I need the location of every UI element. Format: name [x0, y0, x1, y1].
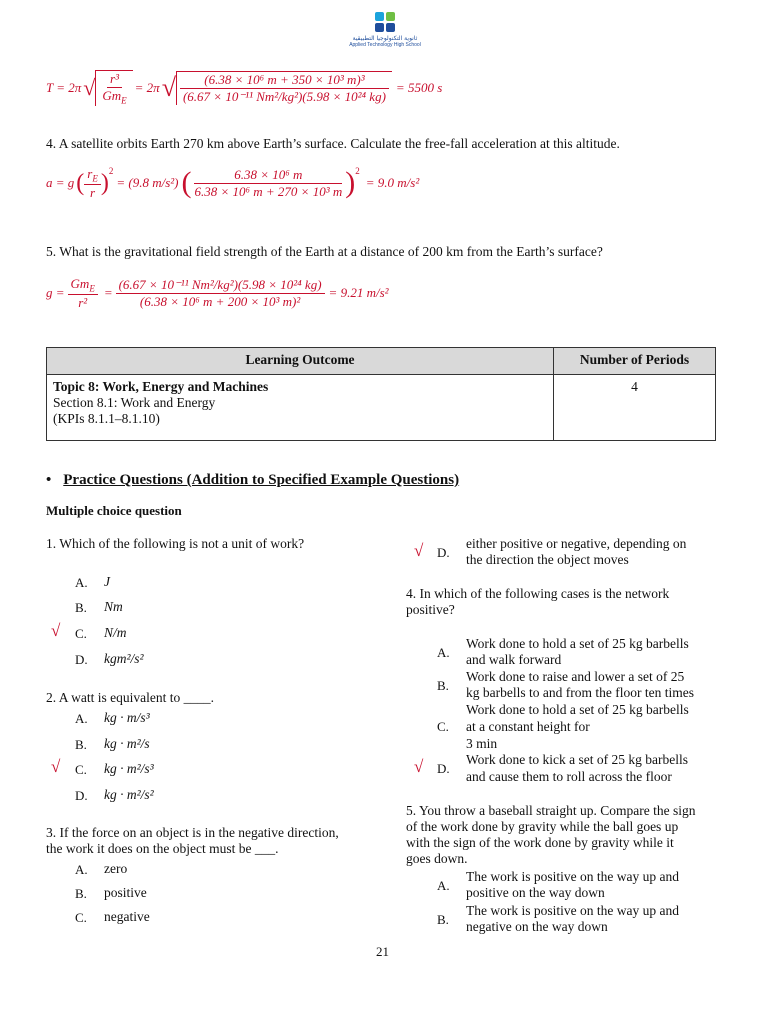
eq1-rad-num: r³: [107, 71, 122, 88]
question-5-top: 5. What is the gravitational field strength of the Earth at a distance of 200 km from the Earth’s surface?: [46, 244, 603, 259]
mcq-1-option-d-letter: D.: [75, 652, 88, 667]
mcq-1-answer-check: √: [51, 621, 61, 640]
mcq-4-option-d-line1: Work done to kick a set of 25 kg barbells: [466, 752, 688, 767]
mcq-4-option-a-line1: Work done to hold a set of 25 kg barbells: [466, 636, 689, 651]
mcq-2-option-c-letter: C.: [75, 762, 87, 777]
mcq-3-option-d-letter: D.: [437, 545, 450, 560]
eq2-num: 6.38 × 10⁶ m: [194, 167, 342, 184]
bullet: •: [46, 472, 52, 488]
mcq-5-question-line1: 5. You throw a baseball straight up. Compare the sign: [406, 803, 696, 818]
mcq-2-option-d: kg · m²/s²: [104, 787, 154, 802]
mcq-1-option-a: J: [104, 574, 110, 589]
logo-square-t: [386, 12, 395, 21]
eq2-ratio-num: $r_E$: [84, 166, 101, 185]
eq3-lhs: g =: [46, 285, 65, 301]
mcq-4-question-line1: 4. In which of the following cases is the network: [406, 586, 670, 601]
mcq-3-option-a: zero: [104, 861, 128, 876]
mcq-4-option-b-line2: kg barbells to and from the floor ten times: [466, 685, 694, 700]
mcq-2-option-b-letter: B.: [75, 737, 87, 752]
mcq-2-question: 2. A watt is equivalent to ____.: [46, 690, 214, 705]
mcq-5-question-line2: of the work done by gravity while the ball goes up: [406, 819, 679, 834]
mcq-1-option-c-letter: C.: [75, 626, 87, 641]
equation-field-strength: [46, 276, 389, 311]
mcq-2-answer-check: √: [51, 757, 61, 776]
mcq-2-option-b: kg · m²/s: [104, 736, 150, 751]
eq3-den: (6.38 × 10⁶ m + 200 × 10³ m)²: [139, 293, 301, 309]
mcq-4-option-c-line1: Work done to hold a set of 25 kg barbells: [466, 702, 689, 717]
eq1-lhs: T = 2π: [46, 79, 82, 95]
school-logo: [340, 12, 430, 48]
mcq-1-option-a-letter: A.: [75, 575, 88, 590]
eq2-den: 6.38 × 10⁶ m + 270 × 10³ m: [194, 183, 343, 199]
logo-square-a: [375, 12, 384, 21]
logo-arabic-name: ثانوية التكنولوجيا التطبيقية: [352, 35, 418, 42]
mcq-1-option-b: Nm: [104, 599, 123, 614]
eq2-mid: = (9.8 m/s²): [116, 175, 179, 191]
mcq-3-option-d-line2: the direction the object moves: [466, 552, 629, 567]
question-4-top: 4. A satellite orbits Earth 270 km above Earth’s surface. Calculate the free-fall acceleration at this altitude.: [46, 136, 620, 151]
mcq-4-option-c-line3: 3 min: [466, 736, 498, 751]
mcq-5-option-b-letter: B.: [437, 912, 449, 927]
mcq-2-option-a-letter: A.: [75, 711, 88, 726]
mcq-4-answer-check: √: [414, 757, 424, 776]
mcq-4-option-c-letter: C.: [437, 719, 449, 734]
logo-square-s: [386, 23, 395, 32]
table-cell-outcome: [47, 375, 554, 441]
mcq-2-option-d-letter: D.: [75, 788, 88, 803]
kpis: (KPIs 8.1.1–8.1.10): [53, 411, 160, 426]
mcq-4-option-b-letter: B.: [437, 678, 449, 693]
mcq-5-question-line4: goes down.: [406, 851, 468, 866]
mcq-4-option-a-line2: and walk forward: [466, 652, 562, 667]
mcq-4-option-a-letter: A.: [437, 645, 450, 660]
mcq-5-option-a-line2: positive on the way down: [466, 885, 605, 900]
eq1-eq2pi: = 2π: [134, 79, 160, 95]
logo-square-h: [375, 23, 384, 32]
eq3-num: (6.67 × 10⁻¹¹ Nm²/kg²)(5.98 × 10²⁴ kg): [116, 277, 325, 294]
eq3-eq: =: [103, 285, 113, 301]
mcq-1-option-c: N/m: [104, 625, 127, 640]
mcq-4-option-c-line2: at a constant height for: [466, 719, 590, 734]
eq3-frac-den: r²: [78, 294, 88, 310]
mcq-1-question: 1. Which of the following is not a unit of work?: [46, 536, 305, 551]
mcq-3-option-b-letter: B.: [75, 886, 87, 901]
eq1-den: (6.67 × 10⁻¹¹ Nm²/kg²)(5.98 × 10²⁴ kg): [182, 88, 386, 104]
mcq-4-option-d-line2: and cause them to roll across the floor: [466, 769, 672, 784]
eq3-result: = 9.21 m/s²: [328, 285, 389, 301]
eq1-radical-small: [95, 70, 132, 106]
mcq-5-question-line3: with the sign of the work done by gravity while it: [406, 835, 674, 850]
mcq-5-option-b-line2: negative on the way down: [466, 919, 608, 934]
eq1-radical-large: [176, 71, 392, 105]
mcq-3-question-line2: the work it does on the object must be ___.: [46, 841, 279, 856]
mcq-4-question-line2: positive?: [406, 602, 455, 617]
mcq-subheading: Multiple choice question: [46, 503, 182, 518]
learning-outcome-table: [46, 347, 716, 441]
section-title: Section 8.1: Work and Energy: [53, 395, 216, 410]
mcq-3-option-c: negative: [104, 909, 150, 924]
eq2-result: = 9.0 m/s²: [365, 175, 420, 191]
eq2-ratio-den: r: [90, 184, 96, 200]
topic-title: Topic 8: Work, Energy and Machines: [53, 379, 269, 394]
mcq-2-option-a: kg · m/s³: [104, 710, 150, 725]
mcq-5-option-b-line1: The work is positive on the way up and: [466, 903, 679, 918]
mcq-3-option-c-letter: C.: [75, 910, 87, 925]
mcq-3-question-line1: 3. If the force on an object is in the negative direction,: [46, 825, 339, 840]
eq3-frac-num: $Gm_E$: [68, 276, 98, 295]
mcq-5-option-a-line1: The work is positive on the way up and: [466, 869, 679, 884]
table-header-learning-outcome: Learning Outcome: [47, 348, 554, 375]
mcq-4-option-d-letter: D.: [437, 761, 450, 776]
eq2-lhs: a = g: [46, 175, 75, 191]
mcq-2-option-c: kg · m²/s³: [104, 761, 154, 776]
logo-english-name: Applied Technology High School: [349, 42, 421, 48]
page-number: 21: [376, 944, 389, 959]
eq1-rad-den: $Gm_E$: [102, 88, 127, 106]
table-header-periods: Number of Periods: [554, 348, 716, 375]
mcq-3-option-d-line1: either positive or negative, depending on: [466, 536, 687, 551]
mcq-3-option-a-letter: A.: [75, 862, 88, 877]
eq1-num: (6.38 × 10⁶ m + 350 × 10³ m)³: [180, 72, 388, 89]
mcq-3-option-b: positive: [104, 885, 147, 900]
mcq-1-option-b-letter: B.: [75, 600, 87, 615]
table-cell-periods: 4: [554, 375, 716, 441]
practice-heading: • Practice Questions (Addition to Specified Example Questions): [46, 472, 460, 488]
mcq-5-option-a-letter: A.: [437, 878, 450, 893]
mcq-4-option-b-line1: Work done to raise and lower a set of 25: [466, 669, 685, 684]
mcq-1-option-d: kgm²/s²: [104, 651, 144, 666]
mcq-3-answer-check: √: [414, 541, 424, 560]
equation-period: T = 2π √ $\frac{\text{r³}}{Gm_E}$ = 2π √ $\frac{\text{(6.38 × 10⁶ m + 350 × 10³ m)³}}{\text{(6.67 × 10⁻¹¹ Nm²/kg²)(5.98 × 10²⁴ kg)}}$ = 5500 s: [46, 71, 443, 106]
equation-acceleration: a = g ( $\frac{r_E}{r}$ ) $^2$ = (9.8 m/s²) ( $\frac{\text{6.38 × 10⁶ m}}{\text{6.38 × 10⁶ m + 270 × 10³ m}}$ ) $^2$ = 9.0 m/s²: [46, 166, 420, 200]
eq1-result: = 5500 s: [395, 79, 443, 95]
